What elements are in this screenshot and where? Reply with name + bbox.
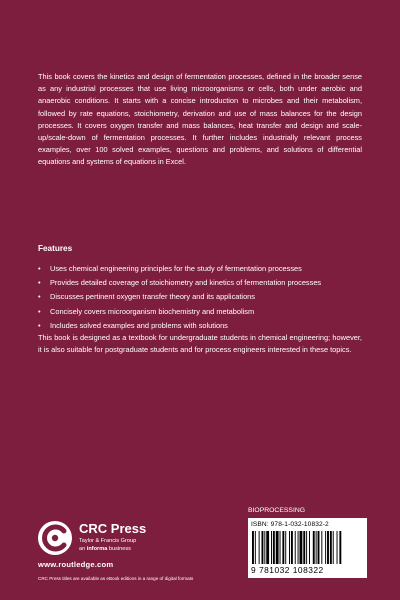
feature-item xyxy=(38,277,362,289)
bullet-icon: • xyxy=(38,292,41,302)
feature-text: Uses chemical engineering principles for the study of fermentation processes xyxy=(50,264,302,273)
publisher-url: www.routledge.com xyxy=(38,560,114,569)
feature-text: Provides detailed coverage of stoichiometry and kinetics of fermentation processes xyxy=(50,278,322,288)
publisher-business: an informa business xyxy=(79,546,131,552)
description-paragraph: This book covers the kinetics and design of fermentation processes, defined in the broader sense as any industrial processes that use living microorganisms or cells, both under aerobic and anaerobic conditions. It starts with a concise introduction to microbes and their metabolism, followed by rate equations, stoichiometry, derivation and use of mass balances for the design processes. It covers oxygen transfer and mass balances, heat transfer and design and scale-up/scale-down of fermentation processes. It further includes industrially relevant process examples, over 100 solved examples, questions and problems, and solutions of differential equations and systems of equations in Excel. xyxy=(38,72,362,167)
isbn-label: ISBN: 978-1-032-10832-2 xyxy=(251,521,329,528)
barcode-digits: 9 781032 108322 xyxy=(251,565,324,575)
feature-item xyxy=(38,291,362,303)
bullet-icon: • xyxy=(38,306,41,316)
feature-item xyxy=(38,263,362,275)
audience-paragraph: This book is designed as a textbook for undergraduate students in chemical engineering; however, it is also suitable for postgraduate students and for process engineers interested in these topics. xyxy=(38,333,362,355)
feature-text: Concisely covers microorganism biochemistry and metabolism xyxy=(50,306,255,316)
publisher-group: Taylor & Francis Group xyxy=(79,538,137,544)
features-list xyxy=(38,263,362,334)
feature-text: Includes solved examples and problems with solutions xyxy=(50,320,228,330)
bullet-icon: • xyxy=(38,320,41,330)
subject-category: BIOPROCESSING xyxy=(248,507,306,514)
crc-logo-icon xyxy=(38,521,72,555)
ebook-footnote: CRC Press titles are available as eBook editions in a range of digital formats xyxy=(38,576,194,581)
feature-text: Discusses pertinent oxygen transfer theory and its applications xyxy=(50,292,255,302)
barcode-icon xyxy=(252,531,363,564)
features-heading: Features xyxy=(38,244,73,253)
bullet-icon: • xyxy=(38,264,41,273)
bullet-icon: • xyxy=(38,278,41,288)
feature-item xyxy=(38,320,362,332)
publisher-name: CRC Press xyxy=(79,521,147,536)
publisher-logo xyxy=(38,519,168,561)
feature-item xyxy=(38,306,362,318)
isbn-barcode-block xyxy=(248,518,367,578)
